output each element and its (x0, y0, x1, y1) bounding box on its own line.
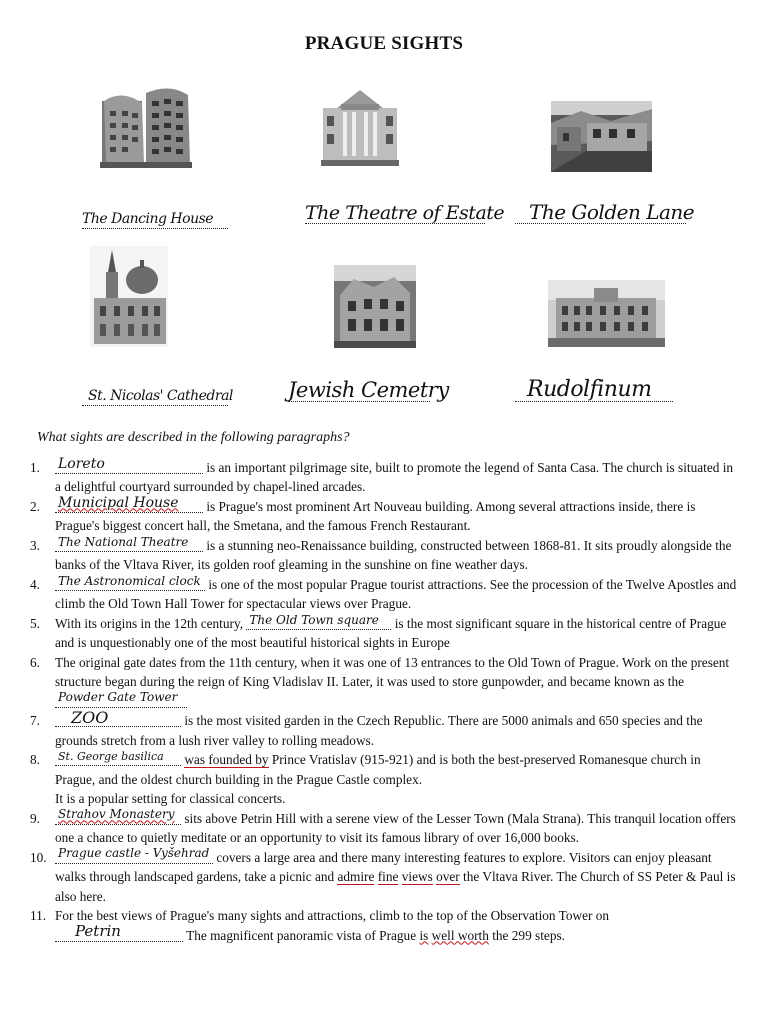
page-title: PRAGUE SIGHTS (304, 33, 464, 54)
answer-slot-1[interactable] (82, 195, 228, 235)
answer-blank[interactable] (55, 751, 181, 766)
paragraph-text-before: For the best views of Prague's many sights and attractions, climb to the top of the Observation Tower on (55, 908, 610, 924)
list-item (0, 809, 740, 848)
handwritten-answer: Petrin (75, 922, 121, 941)
item-number: 5. (30, 616, 40, 631)
corrected-word: over (436, 869, 460, 885)
answer-blank[interactable] (55, 534, 203, 552)
handwritten-answer: St. Nicolas' Cathedral (88, 388, 233, 404)
corrected-word: admire (337, 869, 375, 885)
answer-slot-4[interactable] (82, 372, 233, 412)
answer-blank[interactable] (55, 690, 187, 708)
answer-blank[interactable] (55, 922, 183, 942)
corrected-word: is (419, 927, 429, 943)
handwritten-answer: Prague castle - Vyšehrad (58, 846, 210, 861)
paragraph-text: covers a large area and there many interesting features to explore. Visitors can enjoy pleasant walks through landscaped gardens, take a picnic and (55, 849, 712, 885)
item-number: 4. (30, 577, 40, 592)
item-number: 10. (30, 849, 47, 865)
handwritten-answer: The Theatre of Estate (305, 202, 505, 224)
corrected-word: views (401, 869, 433, 885)
list-item (0, 653, 740, 711)
paragraph-text-before: The original gate dates from the 11th century, when it was one of 13 entrances to the Old Town of Prague. Work on the present structure began during the reign of King Vladislav II. Later, it was used to store gunpowder, and became known as the (55, 655, 730, 690)
dotted-line (82, 228, 228, 229)
paragraph-text: sits above Petrin Hill with a serene view of the Lesser Town (Mala Strana). This tranquil location offers one a chance to quietly meditate or an opportunity to visit its famous library of over 16,000 books. (55, 810, 736, 846)
estates-theatre-photo (321, 84, 399, 166)
item-number: 6. (30, 655, 40, 670)
paragraph-text: is the most significant square in the historical centre of Prague and is unquestionably one of the most beautiful historical sights in Europe (55, 616, 727, 651)
handwritten-answer: Powder Gate Tower (58, 690, 178, 705)
corrected-phrase: was founded by (184, 752, 269, 768)
answer-blank[interactable] (55, 455, 203, 474)
item-number: 7. (30, 713, 40, 729)
paragraph-text: the Vltava River. The Church of SS Peter & Paul is also here. (55, 869, 736, 904)
handwritten-answer: The Astronomical clock (58, 573, 201, 588)
handwritten-answer: Municipal House (58, 494, 179, 511)
item-number: 8. (30, 752, 40, 768)
handwritten-answer: The Golden Lane (529, 200, 695, 224)
paragraph-text: The magnificent panoramic vista of Prague (183, 927, 420, 943)
jewish-building-photo (334, 265, 416, 348)
handwritten-answer: St. George basilica (58, 750, 164, 763)
list-item (0, 455, 740, 497)
corrected-word: fine (377, 869, 399, 885)
item-number: 9. (30, 810, 40, 826)
question-prompt: What sights are described in the following paragraphs? (37, 430, 350, 445)
answer-slot-2[interactable] (305, 190, 505, 230)
list-item (0, 848, 740, 906)
answer-blank[interactable] (55, 573, 205, 591)
item-number: 1. (30, 460, 40, 475)
paragraph-text: is an important pilgrimage site, built to promote the legend of Santa Casa. The church is situated in a delightful courtyard surrounded by chapel-lined arcades. (55, 460, 734, 495)
answer-blank[interactable] (246, 612, 391, 630)
answer-slot-6[interactable] (515, 368, 673, 408)
answer-blank[interactable] (55, 846, 213, 864)
handwritten-answer: The Dancing House (82, 211, 214, 227)
list-item (0, 708, 740, 750)
list-item (0, 575, 740, 614)
rudolfinum-photo (548, 280, 665, 347)
paragraph-text-before: With its origins in the 12th century, (55, 616, 247, 631)
item-number: 2. (30, 499, 40, 514)
answer-slot-5[interactable] (288, 368, 449, 408)
paragraph-text: is one of the most popular Prague tourist attractions. See the procession of the Twelve Apostles and climb the Old Town Hall Tower for spectacular views over Prague. (55, 577, 737, 612)
handwritten-answer: The National Theatre (58, 534, 189, 549)
handwritten-answer: Rudolfinum (527, 377, 652, 402)
corrected-phrase: well worth (431, 927, 489, 943)
dotted-line (82, 405, 228, 406)
handwritten-answer: Loreto (58, 455, 105, 472)
answer-blank[interactable] (55, 708, 181, 727)
paragraph-text: is the most visited garden in the Czech Republic. There are 5000 animals and 650 species and the grounds stretch from a lush river valley to rolling meadows. (55, 713, 703, 748)
answer-slot-3[interactable] (515, 190, 695, 230)
handwritten-answer: ZOO (71, 708, 109, 727)
handwritten-answer: The Old Town square (249, 612, 379, 627)
paragraph-text: is Prague's most prominent Art Nouveau building. Among several attractions inside, there is Prague's biggest concert hall, the Smetana, and the famous French Restaurant. (55, 499, 696, 534)
list-item (0, 536, 740, 575)
item-number: 3. (30, 538, 40, 553)
paragraph-text: Prince Vratislav (915-921) and is both the best-preserved Romanesque church in Prague, and the oldest church building in the Prague Castle complex. (55, 752, 701, 787)
paragraph-extra-line: It is a popular setting for classical concerts. (55, 791, 286, 807)
answer-blank[interactable] (55, 807, 181, 825)
list-item (0, 614, 740, 653)
dancing-house-photo (100, 83, 192, 168)
paragraph-text: the 299 steps. (488, 927, 565, 943)
st-nicholas-cathedral-photo (90, 246, 168, 347)
list-item (0, 750, 740, 808)
list-item (0, 494, 740, 536)
handwritten-answer: Jewish Cemetry (288, 378, 449, 402)
golden-lane-photo (551, 101, 652, 172)
paragraph-list (0, 455, 740, 945)
paragraph-text: is a stunning neo-Renaissance building, constructed between 1868-81. It sits proudly alongside the banks of the Vltava River, its golden roof gleaming in the sunshine on fine weather days. (55, 538, 732, 573)
answer-blank[interactable] (55, 494, 203, 513)
item-number: 11. (30, 908, 47, 924)
handwritten-answer: Strahov Monastery (58, 807, 175, 822)
list-item (0, 906, 740, 945)
